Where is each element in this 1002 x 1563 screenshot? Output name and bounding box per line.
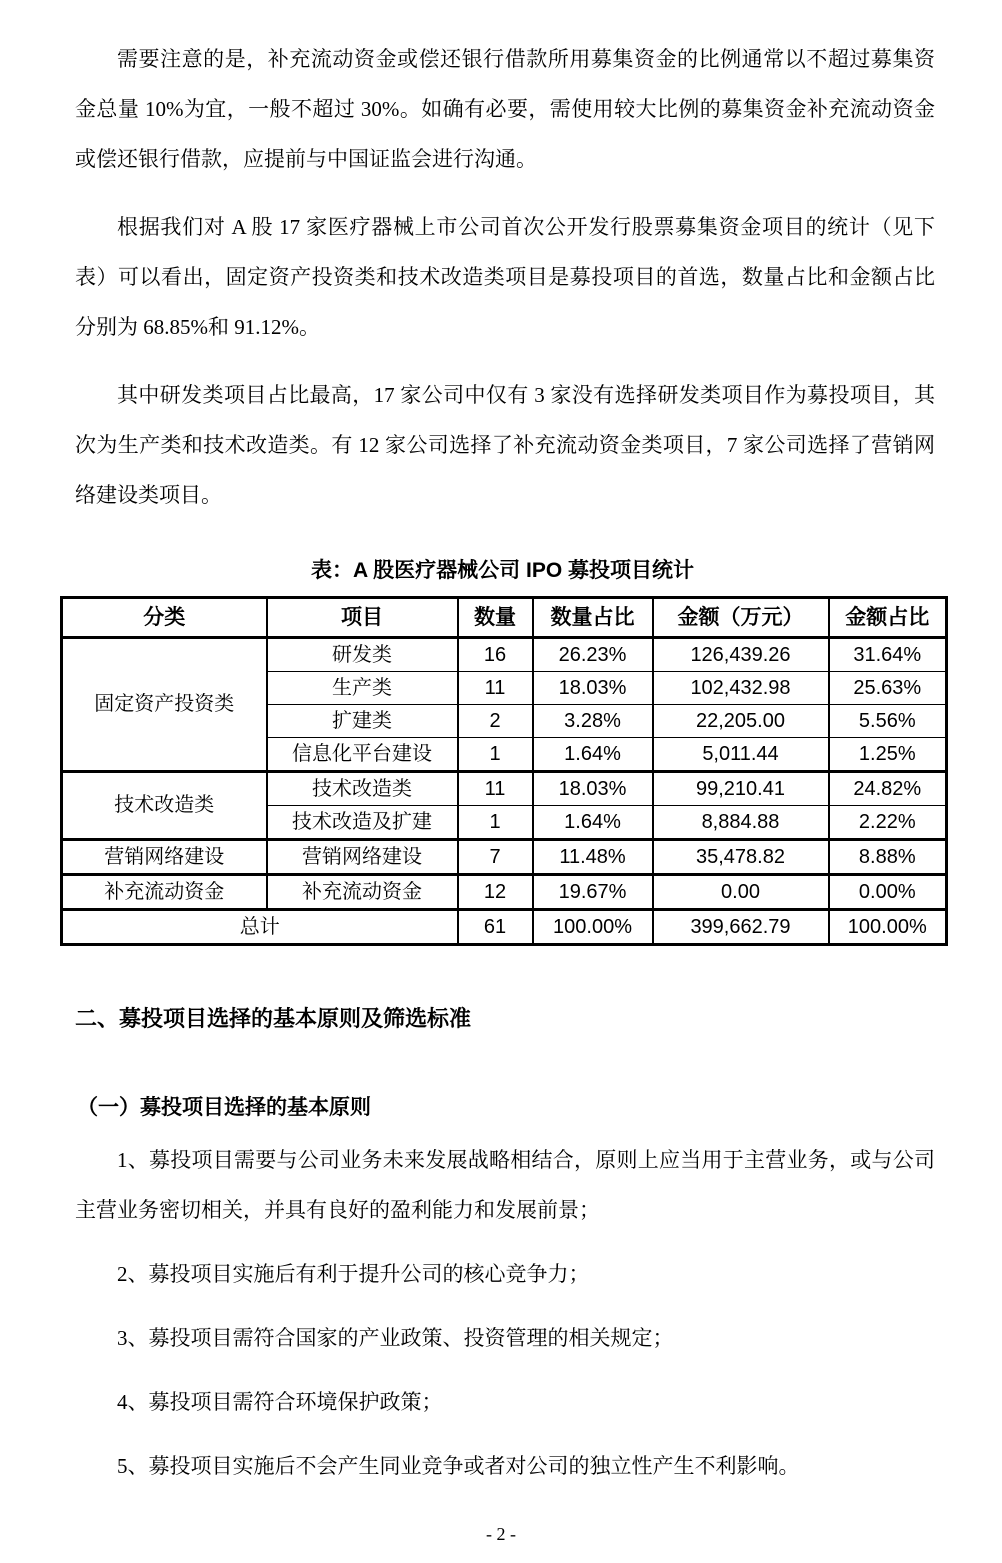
project-cell: 技术改造及扩建: [267, 806, 458, 840]
project-cell: 补充流动资金: [267, 875, 458, 910]
table-body: [62, 638, 947, 945]
column-header: 数量占比: [533, 598, 653, 638]
column-header: 数量: [458, 598, 533, 638]
value-cell: 22,205.00: [653, 705, 829, 738]
value-cell: 35,478.82: [653, 840, 829, 875]
principle-item-5: 5、募投项目实施后不会产生同业竞争或者对公司的独立性产生不利影响。: [117, 1454, 800, 1478]
value-cell: 1.64%: [533, 738, 653, 772]
paragraph-rd-projects: 其中研发类项目占比最高，17 家公司中仅有 3 家没有选择研发类项目作为募投项目，其次为生产类和技术改造类。有 12 家公司选择了补充流动资金类项目，7 家公司选择了营销网络建设类项目。: [75, 383, 935, 507]
project-cell: 技术改造类: [267, 772, 458, 806]
table-total-row: [62, 910, 947, 945]
table-row: [62, 638, 947, 672]
value-cell: 5,011.44: [653, 738, 829, 772]
value-cell: 8.88%: [829, 840, 947, 875]
total-value-cell: 100.00%: [533, 910, 653, 945]
project-cell: 扩建类: [267, 705, 458, 738]
value-cell: 1: [458, 806, 533, 840]
value-cell: 26.23%: [533, 638, 653, 672]
column-header: 金额占比: [829, 598, 947, 638]
value-cell: 0.00: [653, 875, 829, 910]
paragraph-statistics-overview: 根据我们对 A 股 17 家医疗器械上市公司首次公开发行股票募集资金项目的统计（见下表）可以看出，固定资产投资类和技术改造类项目是募投项目的首选，数量占比和金额占比分别为 68.85%和 91.12%。: [75, 215, 935, 339]
total-value-cell: 100.00%: [829, 910, 947, 945]
total-value-cell: 399,662.79: [653, 910, 829, 945]
project-cell: 研发类: [267, 638, 458, 672]
value-cell: 99,210.41: [653, 772, 829, 806]
value-cell: 0.00%: [829, 875, 947, 910]
value-cell: 24.82%: [829, 772, 947, 806]
table-title: 表：A 股医疗器械公司 IPO 募投项目统计: [310, 559, 695, 582]
principle-item-3: 3、募投项目需符合国家的产业政策、投资管理的相关规定；: [117, 1326, 674, 1350]
value-cell: 19.67%: [533, 875, 653, 910]
value-cell: 1: [458, 738, 533, 772]
value-cell: 5.56%: [829, 705, 947, 738]
column-header: 金额（万元）: [653, 598, 829, 638]
subsection-heading: （一）募投项目选择的基本原则: [77, 1096, 371, 1119]
category-cell: 补充流动资金: [62, 875, 267, 910]
project-cell: 信息化平台建设: [267, 738, 458, 772]
value-cell: 11: [458, 772, 533, 806]
table-row: [62, 840, 947, 875]
value-cell: 7: [458, 840, 533, 875]
table-header: [62, 598, 947, 638]
column-header: 项目: [267, 598, 458, 638]
page-number: - 2 -: [486, 1524, 516, 1544]
total-label-cell: 总计: [62, 910, 458, 945]
value-cell: 1.25%: [829, 738, 947, 772]
section-heading: 二、募投项目选择的基本原则及筛选标准: [75, 1006, 472, 1031]
value-cell: 12: [458, 875, 533, 910]
value-cell: 25.63%: [829, 672, 947, 705]
principle-item-2: 2、募投项目实施后有利于提升公司的核心竞争力；: [117, 1262, 590, 1286]
ipo-projects-table: [60, 596, 948, 946]
category-cell: 固定资产投资类: [62, 638, 267, 772]
value-cell: 3.28%: [533, 705, 653, 738]
category-cell: 营销网络建设: [62, 840, 267, 875]
table-header-row: [62, 598, 947, 638]
category-cell: 技术改造类: [62, 772, 267, 840]
value-cell: 18.03%: [533, 772, 653, 806]
principle-item-4: 4、募投项目需符合环境保护政策；: [117, 1390, 443, 1414]
principle-item-1: 1、募投项目需要与公司业务未来发展战略相结合，原则上应当用于主营业务，或与公司主营业务密切相关，并具有良好的盈利能力和发展前景；: [75, 1148, 935, 1222]
value-cell: 16: [458, 638, 533, 672]
value-cell: 11.48%: [533, 840, 653, 875]
value-cell: 2.22%: [829, 806, 947, 840]
principles-list: [75, 1135, 935, 1491]
value-cell: 11: [458, 672, 533, 705]
project-cell: 营销网络建设: [267, 840, 458, 875]
value-cell: 102,432.98: [653, 672, 829, 705]
value-cell: 2: [458, 705, 533, 738]
total-value-cell: 61: [458, 910, 533, 945]
value-cell: 126,439.26: [653, 638, 829, 672]
table-row: [62, 875, 947, 910]
value-cell: 1.64%: [533, 806, 653, 840]
column-header: 分类: [62, 598, 267, 638]
value-cell: 18.03%: [533, 672, 653, 705]
paragraph-funding-ratio: 需要注意的是，补充流动资金或偿还银行借款所用募集资金的比例通常以不超过募集资金总量 10%为宜，一般不超过 30%。如确有必要，需使用较大比例的募集资金补充流动资金或偿还银行借款，应提前与中国证监会进行沟通。: [75, 47, 935, 171]
project-cell: 生产类: [267, 672, 458, 705]
value-cell: 31.64%: [829, 638, 947, 672]
value-cell: 8,884.88: [653, 806, 829, 840]
table-row: [62, 772, 947, 806]
